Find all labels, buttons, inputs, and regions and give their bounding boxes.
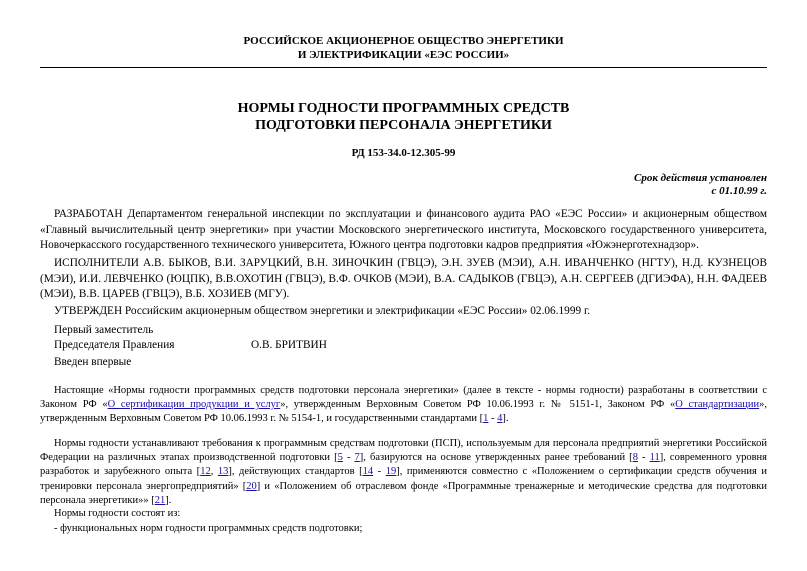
validity-term-line2: с 01.10.99 г. [711, 185, 767, 197]
reference-link[interactable]: 19 [385, 466, 397, 478]
law-certification-link[interactable]: О сертификации продукции и услуг [107, 399, 281, 411]
document-code: РД 153-34.0-12.305-99 [351, 147, 456, 159]
reference-link[interactable]: 21 [154, 494, 166, 506]
document-title-line2: ПОДГОТОВКИ ПЕРСОНАЛА ЭНЕРГЕТИКИ [255, 118, 552, 133]
organization-name-line1: РОССИЙСКОЕ АКЦИОНЕРНОЕ ОБЩЕСТВО ЭНЕРГЕТИКИ [243, 35, 564, 47]
norms-text: ]. [165, 494, 172, 506]
organization-name-line2: И ЭЛЕКТРИФИКАЦИИ «ЕЭС РОССИИ» [297, 49, 510, 61]
norms-text: , [210, 466, 218, 478]
signatory-name: О.В. БРИТВИН [251, 339, 327, 351]
intro-text: - [488, 413, 498, 425]
intro-text: », утвержденным Верховным Советом РФ 10.06.1993 г. № 5154-1, и государственными стандартами [ [40, 399, 768, 425]
signatory-position-line1: Первый заместитель [54, 324, 154, 336]
reference-link[interactable]: 7 [354, 452, 360, 464]
signatory-position-line2: Председателя Правления [54, 339, 175, 351]
reference-link[interactable]: 14 [362, 466, 374, 478]
norms-text: ] и «Положением об отраслевом фонде «Программные тренажерные и методические средства для подготовки персонала энергетики»» [ [40, 480, 767, 506]
reference-link[interactable]: 8 [632, 452, 638, 464]
intro-text: », утвержденным Верховным Советом РФ 10.06.1993 г. № 5151-1, Законом РФ « [280, 399, 676, 411]
header-divider [40, 67, 767, 68]
list-item: - функциональных норм годности программных средств подготовки; [54, 523, 363, 534]
reference-link[interactable]: 13 [217, 466, 229, 478]
norms-text: ], современного уровня разработок и зарубежного опыта [ [40, 452, 768, 478]
reference-link[interactable]: 11 [649, 452, 660, 464]
norms-text: - [342, 452, 355, 464]
law-standardization-link[interactable]: О стандартизации [675, 399, 760, 411]
consist-label: Нормы годности состоят из: [54, 508, 181, 519]
norms-text: ], применяются совместно с «Положением о сертификации средств обучения и тренировки персонала энергопредприятий» [ [40, 466, 767, 492]
norms-text: - [637, 452, 650, 464]
developed-by-paragraph: РАЗРАБОТАН Департаментом генеральной инспекции по эксплуатации и финансового аудита РАО «ЕЭС России» и акционерным обществом «Главный вычислительный центр энергетики» при участии Московского энергетического института, Московского государственного университета, Новочеркасского государственного технического университета, Южного центра подготовки кадров предприятия «Южэнерготехнадзор». [40, 208, 767, 251]
intro-paragraph [40, 384, 767, 427]
executors-paragraph: ИСПОЛНИТЕЛИ А.В. БЫКОВ, В.И. ЗАРУЦКИЙ, В.Н. ЗИНОЧКИН (ГВЦЭ), Э.Н. ЗУЕВ (МЭИ), А.Н. ИВАНЧЕНКО (НГТУ), Н.Д. КУЗНЕЦОВ (МЭИ), И.И. ЛЕВЧЕНКО (ЮЦПК), В.В.ОХОТИН (ГВЦЭ), В.Ф. ОЧКОВ (МЭИ), В.А. САДЫКОВ (ГВЦЭ), А.Н. СЕРГЕЕВ (ДГИЭФА), Н.Н. ФАДЕЕВ (МЭИ), В.В. ЦАРЕВ (ГВЦЭ), В.Б. ХОЗИЕВ (МГУ). [40, 257, 767, 300]
norms-text: Нормы годности устанавливают требования к программным средствам подготовки (ПСП), используемым для персонала предприятий энергетики Российской Федерации на различных этапах производственной подготовки [ [40, 438, 767, 464]
validity-term-line1: Срок действия установлен [634, 172, 767, 184]
intro-text: ]. [502, 413, 509, 425]
norms-text: ], базируются на основе утвержденных ранее требований [ [359, 452, 633, 464]
norms-text: ], действующих стандартов [ [228, 466, 363, 478]
reference-link[interactable]: 1 [483, 413, 489, 425]
reference-link[interactable]: 20 [246, 480, 257, 492]
intro-text: Настоящие «Нормы годности программных средств подготовки персонала энергетики» (далее в тексте - нормы годности) разработаны в соответствии с Законом РФ « [40, 385, 767, 411]
reference-link[interactable]: 4 [497, 413, 503, 425]
reference-link[interactable]: 12 [200, 466, 211, 478]
approved-paragraph: УТВЕРЖДЕН Российским акционерным обществом энергетики и электрификации «ЕЭС России» 02.06.1999 г. [54, 305, 591, 317]
norms-text: - [373, 466, 386, 478]
norms-paragraph [40, 437, 767, 508]
introduced-first-time: Введен впервые [54, 356, 132, 368]
document-title-line1: НОРМЫ ГОДНОСТИ ПРОГРАММНЫХ СРЕДСТВ [237, 101, 570, 116]
reference-link[interactable]: 5 [337, 452, 343, 464]
